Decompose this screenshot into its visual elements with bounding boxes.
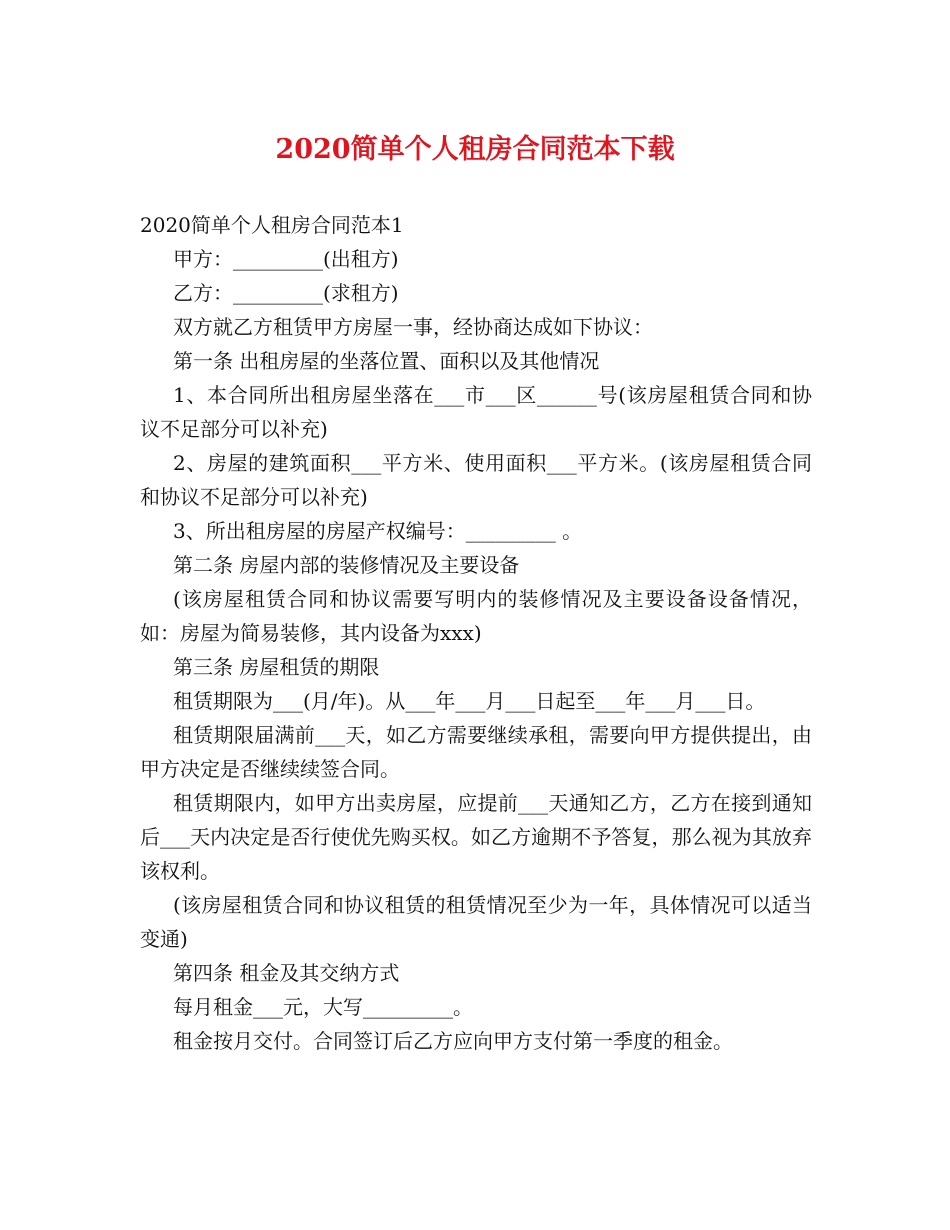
document-body [140, 208, 812, 1058]
document-paragraph: 租赁期限内，如甲方出卖房屋，应提前___天通知乙方，乙方在接到通知后___天内决定是否行使优先购买权。如乙方逾期不予答复，那么视为其放弃该权利。 [140, 791, 812, 883]
document-paragraph: 3、所出租房屋的房屋产权编号：_________ 。 [173, 519, 583, 543]
document-paragraph: 第一条 出租房屋的坐落位置、面积以及其他情况 [173, 349, 600, 373]
document-paragraph: 甲方：_________(出租方) [173, 247, 399, 271]
document-paragraph: 第二条 房屋内部的装修情况及主要设备 [173, 553, 520, 577]
document-paragraph: 第三条 房屋租赁的期限 [173, 655, 380, 679]
document-paragraph: 1、本合同所出租房屋坐落在___市___区______号(该房屋租赁合同和协议不足部分可以补充) [140, 383, 812, 441]
document-paragraph: (该房屋租赁合同和协议需要写明内的装修情况及主要设备设备情况，如：房屋为简易装修，其内设备为xxx) [140, 587, 812, 645]
document-paragraph: 双方就乙方租赁甲方房屋一事，经协商达成如下协议： [173, 315, 653, 339]
document-paragraph: 乙方：_________(求租方) [173, 281, 399, 305]
document-paragraph: 租赁期限为___(月/年)。从___年___月___日起至___年___月___日。 [173, 689, 766, 713]
document-title: 2020简单个人租房合同范本下载 [275, 134, 675, 165]
document-paragraph: 2、房屋的建筑面积___平方米、使用面积___平方米。(该房屋租赁合同和协议不足部分可以补充) [140, 451, 812, 509]
document-paragraph: (该房屋租赁合同和协议租赁的租赁情况至少为一年，具体情况可以适当变通) [140, 893, 812, 951]
document-paragraph: 租金按月交付。合同签订后乙方应向甲方支付第一季度的租金。 [173, 1029, 733, 1053]
document-paragraph: 第四条 租金及其交纳方式 [173, 961, 400, 985]
document-paragraph: 每月租金___元，大写_________。 [173, 995, 473, 1019]
document-paragraph: 2020简单个人租房合同范本1 [140, 213, 404, 237]
document-paragraph: 租赁期限届满前___天，如乙方需要继续承租，需要向甲方提供提出，由甲方决定是否继续续签合同。 [140, 723, 812, 781]
